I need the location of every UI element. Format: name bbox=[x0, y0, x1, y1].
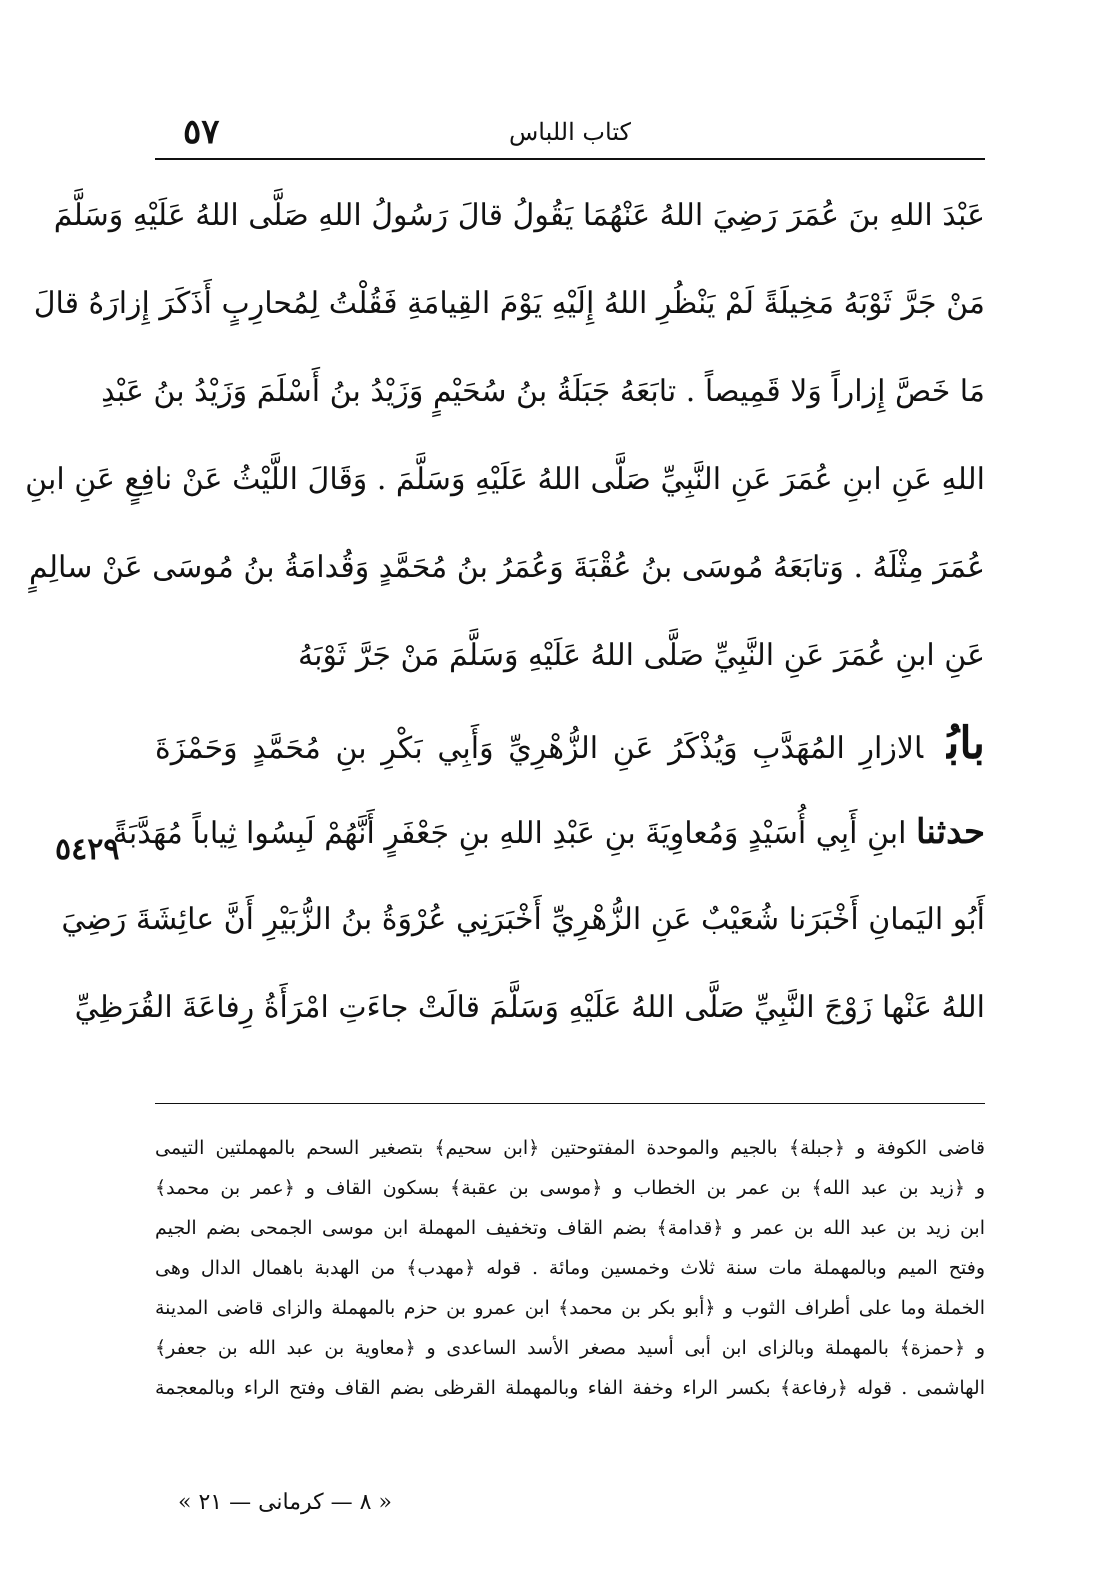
text-line: أَبُو اليَمانِ أَخْبَرَنا شُعَيْبٌ عَنِ الزُّهْرِيِّ أَخْبَرَنِي عُرْوَةُ بنُ الزُّبَيْرِ أَنَّ عائِشَةَ رَضِيَ bbox=[61, 902, 985, 937]
footnotes bbox=[155, 1128, 985, 1408]
chapter-word: بابُ bbox=[947, 718, 985, 769]
footnote-line: ابن زيد بن عبد الله بن عمر و ﴿قدامة﴾ بضم القاف وتخفيف المهملة ابن موسى الجمحى بضم الجيم bbox=[155, 1217, 985, 1239]
text-line: عَنِ ابنِ عُمَرَ عَنِ النَّبِيِّ صَلَّى اللهُ عَلَيْهِ وَسَلَّمَ مَنْ جَرَّ ثَوْبَهُ bbox=[298, 638, 985, 673]
hadith-number: ٥٤٢٩ bbox=[55, 832, 120, 867]
footnote-line: و ﴿حمزة﴾ بالمهملة وبالزاى ابن أبى أسيد مصغر الأسد الساعدى و ﴿معاوية بن عبد الله بن جعفر﴾ bbox=[155, 1337, 985, 1359]
hadith-start-line bbox=[112, 788, 985, 876]
footnote-line: و ﴿زيد بن عبد الله﴾ بن عمر بن الخطاب و ﴿موسى بن عقبة﴾ بسكون القاف و ﴿عمر بن محمد﴾ bbox=[155, 1177, 985, 1199]
footnote-rule bbox=[155, 1103, 985, 1104]
footnote-line: الخملة وما على أطراف الثوب و ﴿أبو بكر بن محمد﴾ ابن عمرو بن حزم بالمهملة والزاى قاضى المدينة bbox=[155, 1297, 985, 1319]
text-line: مَا خَصَّ إِزاراً وَلا قَمِيصاً . تابَعَهُ جَبَلَةُ بنُ سُحَيْمٍ وَزَيْدُ بنُ أَسْلَمَ وَزَيْدُ بنُ عَبْدِ bbox=[101, 374, 985, 409]
header-rule bbox=[155, 158, 985, 160]
hadith-text: ابنِ أَبِي أُسَيْدٍ وَمُعاوِيَةَ بنِ عَبْدِ اللهِ بنِ جَعْفَرٍ أَنَّهُمْ لَبِسُوا ثِياباً مُهَدَّبَةً bbox=[112, 816, 907, 851]
footnote-line: قاضى الكوفة و ﴿جبلة﴾ بالجيم والموحدة المفتوحتين ﴿ابن سحيم﴾ بتصغير السحم بالمهملتين التيمى bbox=[155, 1137, 985, 1159]
footnote-line: الهاشمى . قوله ﴿رفاعة﴾ بكسر الراء وخفة الفاء وبالمهملة القرظى بضم القاف وفتح الراء وبالمعجمة bbox=[155, 1377, 986, 1399]
text-line: عُمَرَ مِثْلَهُ . وَتابَعَهُ مُوسَى بنُ عُقْبَةَ وَعُمَرُ بنُ مُحَمَّدٍ وَقُدامَةُ بنُ مُوسَى عَنْ سالِمٍ bbox=[28, 550, 985, 585]
footnote-line: وفتح الميم وبالمهملة مات سنة ثلاث وخمسين ومائة . قوله ﴿مهدب﴾ من الهدبة باهمال الدال وهى bbox=[155, 1257, 985, 1279]
text-line: مَنْ جَرَّ ثَوْبَهُ مَخِيلَةً لَمْ يَنْظُرِ اللهُ إِلَيْهِ يَوْمَ القِيامَةِ فَقُلْتُ لِمُحارِبٍ أَذَكَرَ إِزارَهُ قالَ bbox=[33, 286, 985, 321]
sheet-signature: « ٨ — كرمانى — ٢١ » bbox=[178, 1490, 392, 1515]
book-title: كتاب اللباس bbox=[509, 118, 631, 146]
page-number: ٥٧ bbox=[183, 112, 220, 152]
text-line: اللهِ عَنِ ابنِ عُمَرَ عَنِ النَّبِيِّ صَلَّى اللهُ عَلَيْهِ وَسَلَّمَ . وَقَالَ اللَّيْثُ عَنْ نافِعٍ عَنِ ابنِ bbox=[25, 462, 985, 497]
page-header bbox=[155, 112, 985, 160]
text-line: عَبْدَ اللهِ بنَ عُمَرَ رَضِيَ اللهُ عَنْهُمَا يَقُولُ قالَ رَسُولُ اللهِ صَلَّى اللهُ عَلَيْهِ وَسَلَّمَ bbox=[53, 198, 985, 233]
chapter-title: الازارِ المُهَدَّبِ وَيُذْكَرُ عَنِ الزُّهْرِيِّ وَأَبِي بَكْرِ بنِ مُحَمَّدٍ وَحَمْزَةَ bbox=[155, 731, 924, 766]
chapter-heading-line bbox=[155, 700, 985, 788]
text-line: اللهُ عَنْها زَوْجَ النَّبِيِّ صَلَّى اللهُ عَلَيْهِ وَسَلَّمَ قالَتْ جاءَتِ امْرَأَةُ رِفاعَةَ القُرَظِيِّ bbox=[74, 990, 985, 1025]
haddathana-marker: حدثنا bbox=[916, 812, 985, 852]
